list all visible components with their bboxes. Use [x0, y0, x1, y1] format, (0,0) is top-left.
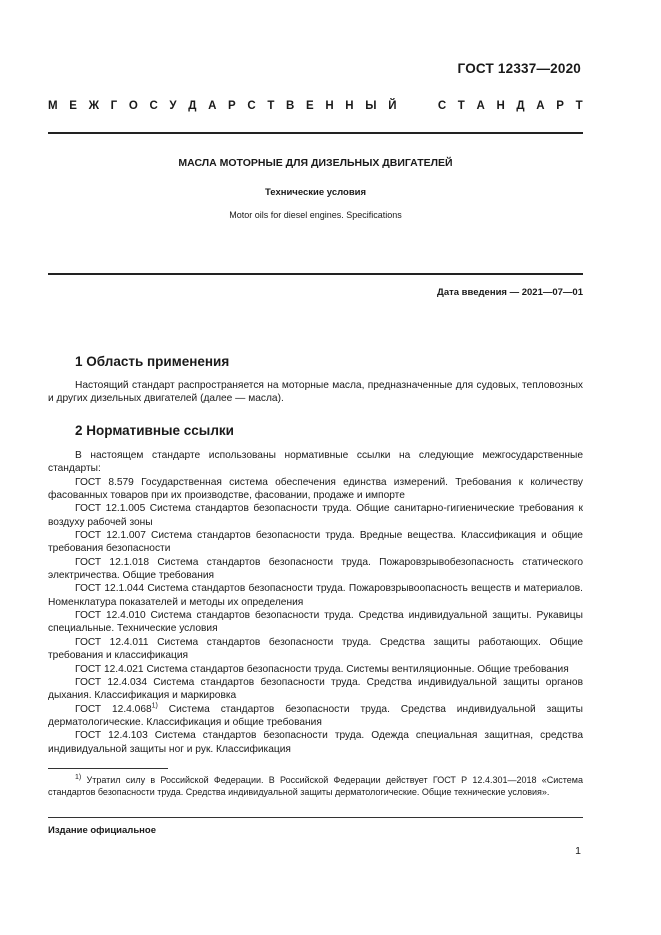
banner-letter: Р [228, 100, 236, 112]
reference-title: Система стандартов безопасности труда. Пожаровзрывобезопасность статического электричества. Общие требования [48, 556, 583, 582]
reference-item [48, 529, 583, 556]
reference-code: ГОСТ 12.4.103 [75, 730, 148, 742]
banner-letter [423, 100, 426, 112]
banner-letter: Н [345, 100, 354, 112]
banner-letter: Ы [365, 100, 377, 112]
section-1-text: Настоящий стандарт распространяется на моторные масла, предназначенные для судовых, тепловозных и других дизельных двигателей (далее — масла). [48, 380, 583, 405]
banner-letter: Д [516, 100, 525, 112]
reference-code: ГОСТ 12.4.034 [75, 676, 148, 688]
banner-letter: С [149, 100, 158, 112]
banner-letter: А [536, 100, 545, 112]
banner-letter: У [169, 100, 177, 112]
document-subtitle: Технические условия [264, 187, 367, 198]
footnote-reference-mark: 1) [151, 702, 158, 710]
reference-item [48, 582, 583, 609]
official-edition-label: Издание официальное [48, 825, 156, 836]
edition-rule [48, 817, 583, 818]
reference-code: ГОСТ 12.4.011 [75, 636, 149, 648]
banner-letter: Е [69, 100, 77, 112]
reference-code: ГОСТ 12.1.018 [75, 556, 150, 568]
reference-code: ГОСТ 12.1.007 [75, 530, 146, 542]
reference-code: ГОСТ 12.1.044 [75, 583, 145, 595]
reference-code: ГОСТ 12.4.021 [75, 663, 144, 675]
banner-letter: Т [267, 100, 275, 112]
banner-letter: Ж [88, 100, 99, 112]
document-title-english: Motor oils for diesel engines. Specifications [229, 210, 402, 220]
banner-letter [408, 100, 411, 112]
reference-title: Система стандартов безопасности труда. Пожаровзрывоопасность веществ и материалов. Номенклатура показателей и методы их определения [48, 583, 583, 608]
section-1-heading: 1 Область применения [75, 354, 230, 369]
reference-title: Система стандартов безопасности труда. Средства индивидуальной защиты органов дыхания. Классификация и маркировка [48, 676, 583, 702]
banner-letter: С [437, 100, 447, 112]
reference-title: Государственная система обеспечения единства измерений. Требования к количеству фасованных товаров при их производстве, фасовании, продаже и импорте [48, 476, 583, 502]
reference-title: Система стандартов безопасности труда. Средства индивидуальной защиты дерматологические. Классификация и общие требования [48, 703, 583, 728]
references-intro: В настоящем стандарте использованы нормативные ссылки на следующие межгосударственные стандарты: [48, 450, 583, 475]
reference-title: Система стандартов безопасности труда. Общие санитарно-гигиенические требования к воздуху рабочей зоны [48, 503, 583, 528]
banner-letter: А [208, 100, 217, 112]
reference-item [48, 609, 583, 636]
interstate-standard-banner [48, 100, 583, 112]
banner-letter: Г [110, 100, 118, 112]
reference-code: ГОСТ 8.579 [75, 476, 134, 488]
banner-letter: Н [496, 100, 505, 112]
footnote-rule [48, 768, 168, 769]
banner-letter: В [286, 100, 295, 112]
reference-title: Система стандартов безопасности труда. Средства защиты работающих. Общие требования и классификация [48, 636, 583, 662]
reference-title: Система стандартов безопасности труда. Системы вентиляционные. Общие требования [146, 663, 569, 675]
banner-letter: А [476, 100, 485, 112]
reference-title: Система стандартов безопасности труда. Средства индивидуальной защиты. Рукавицы специальные. Технические условия [48, 610, 583, 635]
reference-item [48, 729, 583, 756]
reference-code: ГОСТ 12.1.005 [75, 503, 146, 515]
title-rule [48, 273, 583, 275]
reference-code: ГОСТ 12.4.010 [75, 610, 146, 622]
banner-letter: Д [188, 100, 197, 112]
document-title: МАСЛА МОТОРНЫЕ ДЛЯ ДИЗЕЛЬНЫХ ДВИГАТЕЛЕЙ [178, 157, 453, 169]
reference-item [48, 663, 583, 676]
banner-letter: Т [575, 100, 583, 112]
reference-title: Система стандартов безопасности труда. Вредные вещества. Классификация и общие требования безопасности [48, 530, 583, 555]
reference-item [48, 502, 583, 529]
banner-letter: С [247, 100, 256, 112]
introduction-date: Дата введения — 2021—07—01 [437, 287, 583, 298]
reference-item [48, 556, 583, 583]
reference-item [48, 636, 583, 663]
banner-letter: О [128, 100, 138, 112]
reference-item [48, 703, 583, 730]
reference-item [48, 676, 583, 703]
footnote [48, 774, 583, 798]
footnote-text: Утратил силу в Российской Федерации. В Российской Федерации действует ГОСТ Р 12.4.301—2018 «Система стандартов безопасности труда. Средства индивидуальной защиты дерматологические. Общие технические условия». [48, 775, 583, 797]
banner-letter: М [48, 100, 58, 112]
header-rule [48, 132, 583, 134]
reference-code: ГОСТ 12.4.068 [75, 703, 152, 715]
section-2-heading: 2 Нормативные ссылки [75, 423, 234, 438]
standard-code: ГОСТ 12337—2020 [457, 61, 581, 76]
banner-letter: Н [325, 100, 334, 112]
banner-letter: Й [388, 100, 397, 112]
normative-references [48, 449, 583, 756]
banner-letter: Т [457, 100, 465, 112]
reference-title: Система стандартов безопасности труда. Одежда специальная защитная, средства индивидуальной защиты ног и рук. Классификация [48, 730, 583, 755]
reference-list [48, 476, 583, 756]
banner-letter: Р [556, 100, 564, 112]
page-number: 1 [575, 845, 581, 857]
banner-letter: Е [306, 100, 314, 112]
footnote-mark: 1) [75, 774, 82, 781]
reference-item [48, 476, 583, 503]
